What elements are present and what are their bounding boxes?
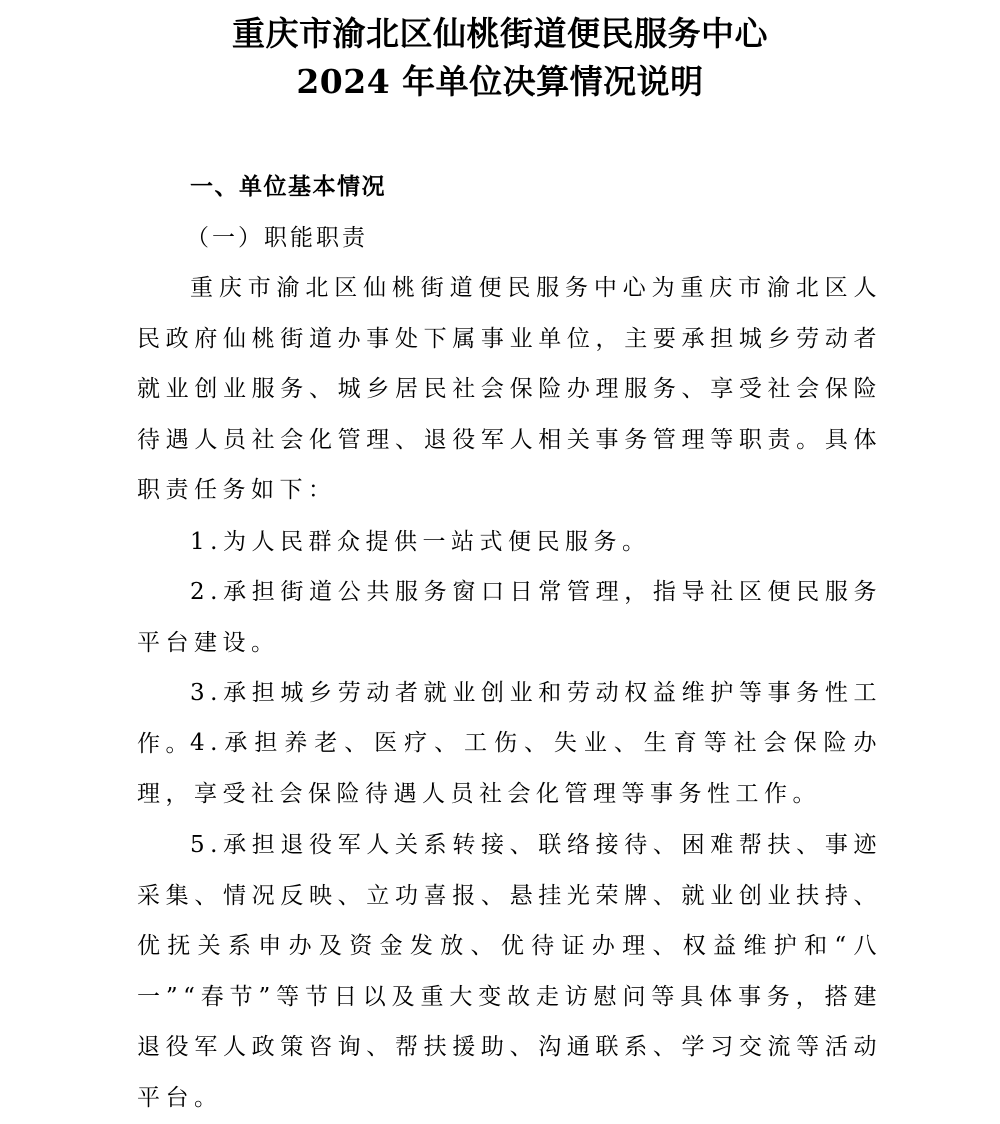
duty-item-1: 1.为人民群众提供一站式便民服务。 [190,529,651,555]
duty-item-5: 5.承担退役军人关系转接、联络接待、困难帮扶、事迹采集、情况反映、立功喜报、悬挂光荣牌、就业创业扶持、优抚关系申办及资金发放、优待证办理、权益维护和“八一”“春节”等节日以及重大变故走访慰问等具体事务，搭建退役军人政策咨询、帮扶援助、沟通联系、学习交流等活动平台。 [137,832,882,1111]
section-heading-basic-info: 一、单位基本情况 [190,173,386,200]
intro-paragraph: 重庆市渝北区仙桃街道便民服务中心为重庆市渝北区人民政府仙桃街道办事处下属事业单位，主要承担城乡劳动者就业创业服务、城乡居民社会保险办理服务、享受社会保险待遇人员社会化管理、退役军人相关事务管理等职责。具体职责任务如下： [137,275,882,504]
document-title-line-1: 重庆市渝北区仙桃街道便民服务中心 [232,14,768,53]
duty-item-3: 3.承担城乡劳动者就业创业和劳动权益维护等事务性工作。 [137,680,882,757]
subsection-heading-functions: （一）职能职责 [186,225,368,251]
duty-item-4: 4.承担养老、医疗、工伤、失业、生育等社会保险办理，享受社会保险待遇人员社会化管理等事务性工作。 [137,730,882,807]
document-title-line-2: 2024 年单位决算情况说明 [296,62,704,101]
duty-item-2: 2.承担街道公共服务窗口日常管理，指导社区便民服务平台建设。 [137,579,882,656]
